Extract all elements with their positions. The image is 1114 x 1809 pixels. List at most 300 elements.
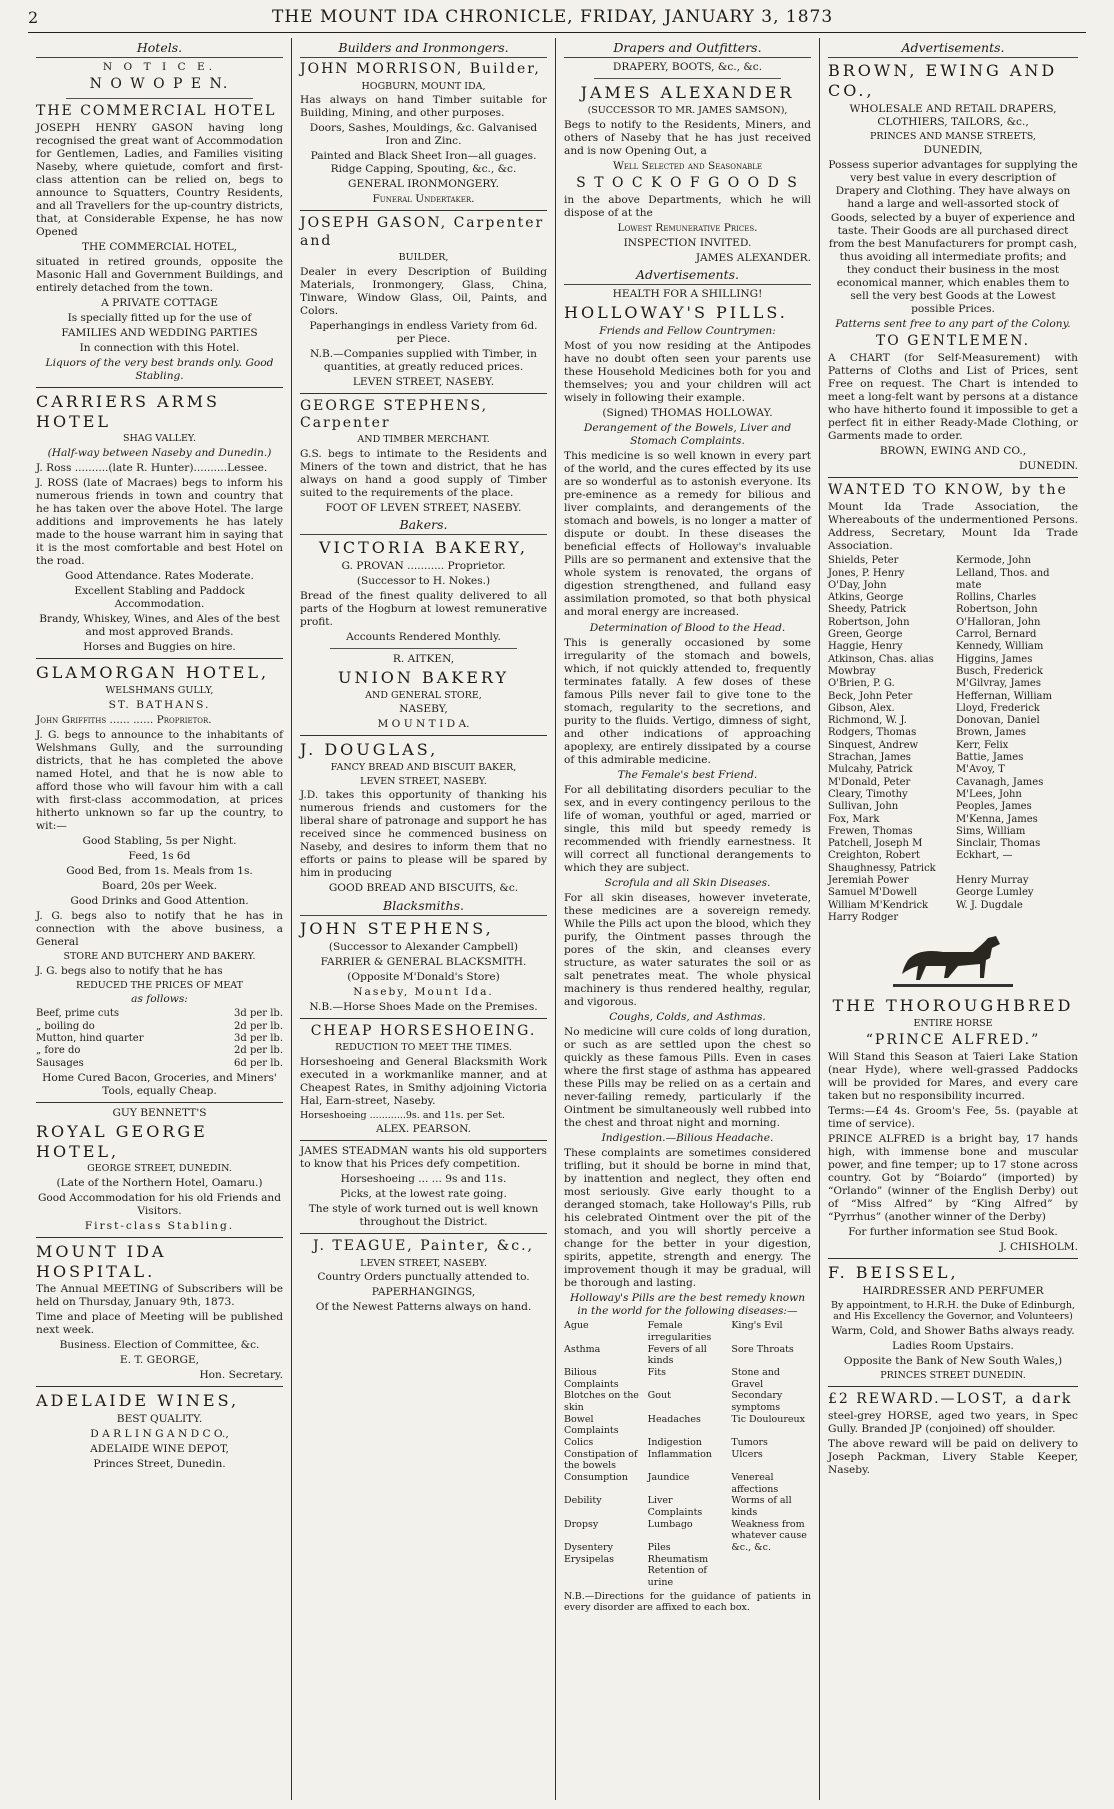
leven-street: LEVEN STREET, NASEBY. bbox=[352, 375, 495, 388]
wanted-person: Peoples, James bbox=[956, 801, 1032, 813]
victoria-successor: (Successor to H. Nokes.) bbox=[356, 574, 491, 587]
doors-sashes: Doors, Sashes, Mouldings, &c. Galvanised Iron and Zinc. bbox=[309, 122, 538, 148]
wanted-person: Strachan, James bbox=[828, 752, 911, 764]
disease-item: Stone and Gravel bbox=[731, 1367, 780, 1390]
douglas-good-bread: GOOD BREAD AND BISCUITS, &c. bbox=[328, 882, 519, 895]
disease-item: King's Evil bbox=[731, 1320, 783, 1332]
indigestion-heading: Indigestion.—Bilious Headache. bbox=[601, 1132, 774, 1145]
wanted-person: Carrol, Bernard bbox=[956, 629, 1037, 641]
wanted-person: Robertson, John bbox=[828, 616, 910, 628]
stand-body: Will Stand this Season at Taieri Lake Station (near Hyde), where well-grassed Paddocks will be provided for Mares, and every care taken but no responsibility incurred. bbox=[828, 1050, 1078, 1102]
scrofula-heading: Scrofula and all Skin Diseases. bbox=[604, 876, 771, 889]
wanted-names-left bbox=[828, 555, 950, 924]
wanted-person: Lloyd, Frederick bbox=[956, 702, 1040, 714]
gason-builder: BUILDER, bbox=[398, 251, 449, 263]
brown-ewing-location: PRINCES AND MANSE STREETS, bbox=[870, 130, 1036, 142]
terms: Terms:—£4 4s. Groom's Fee, 5s. (payable at time of service). bbox=[828, 1104, 1078, 1130]
section-heading: Advertisements. bbox=[828, 40, 1078, 58]
friends-body: Most of you now residing at the Antipodes have no doubt often seen your parents use these Household Medicines both for you and themselves; you and your children will act wisely in following their example. bbox=[564, 340, 811, 405]
wanted-person: Samuel M'Dowell bbox=[828, 887, 917, 899]
glamorgan-board: Board, 20s per Week. bbox=[101, 879, 218, 892]
wanted-person: Rollins, Charles bbox=[956, 592, 1037, 604]
divider bbox=[300, 393, 547, 394]
horses-hire: Horses and Buggies on hire. bbox=[83, 641, 236, 654]
butchery: STORE AND BUTCHERY AND BAKERY. bbox=[63, 951, 256, 962]
glamorgan-location-2: ST. BATHANS. bbox=[108, 698, 211, 711]
wanted-person: Cavanagh, James bbox=[956, 776, 1044, 788]
horse-icon bbox=[888, 930, 1018, 990]
accounts-monthly: Accounts Rendered Monthly. bbox=[346, 630, 501, 643]
union-sub: AND GENERAL STORE, bbox=[365, 689, 482, 701]
brown-ewing-title: BROWN, EWING AND CO., bbox=[828, 61, 1058, 101]
inspection-invited: INSPECTION INVITED. bbox=[623, 237, 752, 250]
divider bbox=[594, 78, 781, 79]
wanted-names bbox=[828, 555, 1078, 924]
to-gentlemen: TO GENTLEMEN. bbox=[875, 332, 1031, 349]
opposite-store: (Opposite M'Donald's Store) bbox=[347, 970, 500, 983]
douglas-body: J.D. takes this opportunity of thanking his numerous friends and customers for the liberal share of patronage and support he has received since he commenced business on Naseby, and desires to inform them that no efforts or pains to please will be spared by him in producing bbox=[300, 789, 547, 880]
liquors-note: Liquors of the very best brands only. Good Stabling. bbox=[45, 357, 274, 383]
wanted-person: William M'Kendrick bbox=[828, 899, 929, 911]
disease-item: Headaches bbox=[647, 1413, 701, 1425]
disease-list bbox=[564, 1320, 811, 1588]
glamorgan-feed: Feed, 1s 6d bbox=[128, 849, 191, 862]
price-item: Mutton, hind quarter bbox=[36, 1032, 144, 1044]
disease-item: Jaundice bbox=[647, 1472, 690, 1484]
james-alexander-title: JAMES ALEXANDER bbox=[580, 83, 795, 103]
thoroughbred-title: THE THOROUGHBRED bbox=[832, 996, 1074, 1016]
hospital-title: MOUNT IDA HOSPITAL. bbox=[36, 1241, 167, 1281]
page-columns bbox=[28, 38, 1086, 1800]
commercial-hotel-body-2: situated in retired grounds, opposite the Masonic Hall and Government Buildings, and entirely detached from the town. bbox=[36, 255, 283, 295]
john-stephens-title: JOHN STEPHENS, bbox=[300, 918, 494, 938]
divider bbox=[300, 735, 547, 736]
price-row bbox=[36, 1021, 283, 1033]
wanted-person: Cleary, Timothy bbox=[828, 788, 908, 800]
derangement-heading: Derangement of the Bowels, Liver and Stomach Complaints. bbox=[583, 422, 792, 448]
george-stephens-title: GEORGE STEPHENS, Carpenter bbox=[300, 397, 489, 431]
glamorgan-bed: Good Bed, from 1s. Meals from 1s. bbox=[66, 864, 253, 877]
disease-item: Fits bbox=[647, 1367, 666, 1378]
stud-book-note: For further information see Stud Book. bbox=[848, 1225, 1058, 1238]
royal-george-title: ROYAL GEORGE HOTEL, bbox=[36, 1121, 208, 1161]
prince-alfred: “PRINCE ALFRED.” bbox=[865, 1031, 1041, 1048]
price-item: „ fore do bbox=[36, 1045, 81, 1057]
female-body: For all debilitating disorders peculiar to the sex, and in every contingency perilous to the life of woman, youthful or aged, married or single, this mild but speedy remedy is recommended with friendly earnestness. It will correct all functional derangements to which they are subject. bbox=[564, 783, 811, 874]
wanted-person: Shields, Peter bbox=[828, 555, 899, 567]
carriers-body: J. ROSS (late of Macraes) begs to inform his numerous friends in town and country that he has taken over the above Hotel. The large additions and improvements he has lately made to the house warrant him in saying that it is the most comfortable and best Hotel on the road. bbox=[36, 477, 283, 568]
companies-note: N.B.—Companies supplied with Timber, in quantities, at greatly reduced prices. bbox=[310, 347, 537, 373]
wanted-person: M'Avoy, T bbox=[956, 764, 1005, 776]
wanted-person: Busch, Frederick bbox=[956, 665, 1043, 677]
wanted-person: O'Brien, P. G. bbox=[828, 678, 895, 690]
first-class-stabling: First-class Stabling. bbox=[84, 1219, 235, 1232]
wanted-person: Donovan, Daniel bbox=[956, 715, 1040, 727]
brown-ewing-signature: BROWN, EWING AND CO., bbox=[879, 444, 1027, 457]
wanted-person: Frewen, Thomas bbox=[828, 825, 913, 837]
union-location-2: M O U N T I D A. bbox=[377, 718, 470, 731]
disease-item: Indigestion bbox=[647, 1437, 702, 1449]
section-heading: Advertisements. bbox=[564, 267, 811, 285]
disease-item: Inflammation bbox=[647, 1448, 712, 1460]
wanted-person: Sheedy, Patrick bbox=[828, 604, 907, 616]
teague-body: Country Orders punctually attended to. bbox=[317, 1271, 530, 1284]
princes-street: PRINCES STREET DUNEDIN. bbox=[880, 1370, 1026, 1382]
wanted-person: O'Halloran, John bbox=[956, 616, 1041, 628]
glamorgan-stabling: Good Stabling, 5s per Night. bbox=[82, 834, 237, 847]
disease-item: Ulcers bbox=[731, 1448, 763, 1460]
glamorgan-body: J. G. begs to announce to the inhabitants of Welshmans Gully, and the surrounding districts, that he has completed the above named Hotel, and that he is now able to afford those who will favour him with a call with first-class accommodation, at prices hitherto unknown so far up the country, to wit:— bbox=[36, 728, 283, 832]
price-value: 2d per lb. bbox=[234, 1045, 283, 1057]
reduction: REDUCTION TO MEET THE TIMES. bbox=[335, 1041, 512, 1053]
disease-item: Asthma bbox=[564, 1343, 601, 1355]
wanted-person: Robertson, John bbox=[956, 604, 1038, 616]
adelaide-title: ADELAIDE WINES, bbox=[36, 1391, 240, 1411]
disease-item: Venereal affections bbox=[731, 1472, 779, 1495]
price-row bbox=[36, 1045, 283, 1057]
holloway-title: HOLLOWAY'S PILLS. bbox=[564, 303, 788, 323]
adelaide-depot: ADELAIDE WINE DEPOT, bbox=[90, 1443, 229, 1456]
disease-item: Blotches on the skin bbox=[564, 1390, 639, 1414]
coughs-heading: Coughs, Colds, and Asthmas. bbox=[609, 1010, 766, 1023]
reduced-prices: REDUCED THE PRICES OF MEAT bbox=[76, 979, 243, 991]
commercial-hotel-name: THE COMMERCIAL HOTEL, bbox=[81, 240, 238, 253]
brandy-note: Brandy, Whiskey, Wines, and Ales of the best and most approved Brands. bbox=[39, 613, 280, 639]
ladies-room: Ladies Room Upstairs. bbox=[892, 1340, 1014, 1353]
health-shilling: HEALTH FOR A SHILLING! bbox=[612, 288, 763, 301]
glamorgan-title: GLAMORGAN HOTEL, bbox=[36, 663, 270, 683]
divider bbox=[828, 1386, 1078, 1387]
union-bakery-title: UNION BAKERY bbox=[337, 667, 510, 687]
farrier: FARRIER & GENERAL BLACKSMITH. bbox=[320, 955, 527, 968]
newspaper-title: THE MOUNT IDA CHRONICLE, FRIDAY, JANUARY 3, 1873 bbox=[272, 7, 834, 27]
opposite-bank: Opposite the Bank of New South Wales,) bbox=[843, 1355, 1063, 1368]
private-cottage: A PRIVATE COTTAGE bbox=[101, 297, 218, 310]
price-row bbox=[36, 1033, 283, 1045]
wanted-person: Atkinson, Chas. alias Mowbray bbox=[828, 653, 934, 677]
alex-pearson: ALEX. PEARSON. bbox=[375, 1123, 472, 1136]
wanted-names-right bbox=[956, 555, 1078, 924]
cottage-body: Is specially fitted up for the use of bbox=[67, 312, 252, 325]
royal-george-location: GEORGE STREET, DUNEDIN. bbox=[87, 1163, 232, 1175]
home-cured: Home Cured Bacon, Groceries, and Miners' Tools, equally Cheap. bbox=[42, 1071, 277, 1097]
section-heading: Hotels. bbox=[36, 40, 283, 58]
divider bbox=[36, 1386, 283, 1387]
glamorgan-drinks: Good Drinks and Good Attention. bbox=[70, 894, 249, 907]
disease-item: Gout bbox=[647, 1390, 671, 1402]
meat-price-list bbox=[36, 1008, 283, 1069]
gason-title: JOSEPH GASON, Carpenter and bbox=[300, 215, 545, 249]
wanted-person: Richmond, W. J. bbox=[828, 715, 907, 727]
cheap-body: Horseshoeing and General Blacksmith Work executed in a workmanlike manner, and at Cheapest Rates, in Smithy adjoining Victoria Hal, Earn-street, Naseby. bbox=[300, 1055, 547, 1107]
price-row bbox=[36, 1008, 283, 1020]
wanted-person bbox=[956, 863, 1078, 875]
disease-item: Consumption bbox=[564, 1472, 628, 1484]
commercial-hotel-body: JOSEPH HENRY GASON having long recognised the great want of Accommodation for Gentlemen, Ladies, and Families visiting Naseby, where quietude, comfort and first-class attention can be relied on, begs to announce to Squatters, Country Residents, and all Travellers for the up-country districts, that, at Considerable Expense, he has now Opened bbox=[36, 121, 283, 238]
carriers-halfway: (Half-way between Naseby and Dunedin.) bbox=[47, 447, 272, 460]
wanted-person: O'Day, John bbox=[828, 579, 887, 591]
directions-note: N.B.—Directions for the guidance of patients in every disorder are affixed to each box. bbox=[564, 1590, 811, 1614]
drapery-boots: DRAPERY, BOOTS, &c., &c. bbox=[612, 61, 763, 74]
disease-item: Sore Throats bbox=[731, 1343, 794, 1355]
cheap-horseshoeing-title: CHEAP HORSESHOEING. bbox=[310, 1022, 537, 1039]
disease-item: Tic Douloureux bbox=[731, 1413, 806, 1425]
disease-item: Bowel Complaints bbox=[564, 1413, 619, 1437]
section-heading: Bakers. bbox=[300, 517, 547, 535]
connection-note: In connection with this Hotel. bbox=[79, 342, 240, 355]
morrison-title: JOHN MORRISON, Builder, bbox=[300, 61, 541, 78]
wanted-person: M'Donald, Peter bbox=[828, 776, 911, 788]
disease-item: Secondary symptoms bbox=[731, 1390, 783, 1414]
disease-item: Tumors bbox=[731, 1437, 768, 1449]
victoria-body: Bread of the finest quality delivered to all parts of the Hogburn at lowest remunerative profit. bbox=[300, 589, 547, 628]
column-hotels bbox=[28, 38, 292, 1800]
departments: in the above Departments, which he will dispose of at the bbox=[564, 194, 811, 220]
horse-illustration bbox=[828, 930, 1078, 990]
price-row bbox=[36, 1058, 283, 1070]
price-item: Sausages bbox=[36, 1057, 84, 1069]
disease-item: &c., &c. bbox=[731, 1542, 771, 1554]
wanted-person: M'Lees, John bbox=[956, 788, 1022, 800]
blood-body: This is generally occasioned by some irregularity of the stomach and bowels, which, if not quickly attended to, frequently terminates fatally. A few doses of these famous Pills never fail to give tone to the stomach, regularity to the secretions, and purity to the fluids. Vertigo, dimness of sight, and other indications of approaching apoplexy, are entirely dissipated by a course of this admirable medicine. bbox=[564, 636, 811, 766]
carriers-location: SHAG VALLEY. bbox=[123, 433, 196, 445]
page-number: 2 bbox=[28, 7, 40, 27]
reward-title: £2 REWARD.—LOST, a dark bbox=[828, 1390, 1073, 1407]
douglas-title: J. DOUGLAS, bbox=[300, 740, 439, 760]
alexander-successor: (SUCCESSOR TO MR. JAMES SAMSON), bbox=[587, 105, 788, 117]
wanted-person: Beck, John Peter bbox=[828, 690, 913, 702]
wanted-person: Sims, William bbox=[956, 825, 1026, 837]
column-drapers bbox=[556, 38, 820, 1800]
as-follows: as follows: bbox=[131, 993, 188, 1006]
derangement-body: This medicine is so well known in every part of the world, and the cures effected by its use are so wonderful as to astonish everyone. Its pre-eminence as a remedy for bilious and liver complaints, and derangements of the stomach and bowels, is no longer a matter of dispute or doubt. In these diseases the beneficial effects of Holloway's invaluable Pills are so permanent and extensive that the whole system is renovated, the organs of digestion strengthened, and fulland easy assimilation promoted, so that both physical and moral energy are increased. bbox=[564, 450, 811, 619]
guy-bennett: GUY BENNETT'S bbox=[112, 1106, 207, 1119]
price-value: 3d per lb. bbox=[234, 1032, 283, 1044]
divider bbox=[36, 658, 283, 659]
wanted-person: Jones, P. Henry bbox=[828, 567, 905, 579]
column-builders bbox=[292, 38, 556, 1800]
butchery-note: J. G. begs also to notify that he has in connection with the above business, a General bbox=[36, 909, 283, 948]
wanted-person: M'Gilvray, James bbox=[956, 678, 1041, 690]
disease-item: Debility bbox=[564, 1495, 602, 1507]
hairdresser: HAIRDRESSER AND PERFUMER bbox=[862, 1284, 1044, 1297]
teague-location: LEVEN STREET, NASEBY. bbox=[360, 1257, 487, 1269]
disease-item: Erysipelas bbox=[564, 1553, 615, 1565]
section-heading: Blacksmiths. bbox=[300, 898, 547, 916]
wanted-person: Heffernan, William bbox=[956, 690, 1052, 702]
best-known: Holloway's Pills are the best remedy known in the world for the following diseases:— bbox=[569, 1292, 806, 1318]
good-attendance: Good Attendance. Rates Moderate. bbox=[65, 570, 254, 583]
wanted-person: Green, George bbox=[828, 629, 903, 641]
well-selected: Well Selected and Seasonable bbox=[612, 159, 763, 172]
entire-horse: ENTIRE HORSE bbox=[913, 1017, 993, 1029]
hospital-body: The Annual MEETING of Subscribers will be held on Thursday, January 9th, 1873. bbox=[36, 1283, 283, 1309]
stock-of-goods: S T O C K O F G O O D S bbox=[576, 174, 799, 191]
blood-heading: Determination of Blood to the Head. bbox=[589, 621, 786, 634]
disease-item: Fevers of all kinds bbox=[647, 1343, 707, 1367]
lowest-prices: Lowest Remunerative Prices. bbox=[617, 222, 758, 235]
divider bbox=[300, 1140, 547, 1141]
price-value: 2d per lb. bbox=[234, 1020, 283, 1032]
wanted-person: Lelland, Thos. and mate bbox=[956, 567, 1050, 591]
brown-ewing-signature-city: DUNEDIN. bbox=[1018, 459, 1078, 472]
teague-newest: Of the Newest Patterns always on hand. bbox=[315, 1301, 532, 1314]
wanted-person: Kennedy, William bbox=[956, 641, 1044, 653]
horse-shoes-note: N.B.—Horse Shoes Made on the Premises. bbox=[309, 1000, 538, 1013]
brown-ewing-sub: WHOLESALE AND RETAIL DRAPERS, CLOTHIERS, TAILORS, &c., bbox=[849, 102, 1057, 128]
masthead-rule bbox=[28, 32, 1086, 33]
wanted-person: George Lumley bbox=[956, 887, 1034, 899]
hospital-secretary: Hon. Secretary. bbox=[199, 1369, 283, 1382]
glamorgan-location: WELSHMANS GULLY, bbox=[105, 685, 214, 697]
divider bbox=[828, 1258, 1078, 1259]
wanted-person: Fox, Mark bbox=[828, 813, 880, 825]
disease-item: Lumbago bbox=[647, 1518, 693, 1530]
wanted-person: Harry Rodger bbox=[828, 911, 899, 923]
female-heading: The Female's best Friend. bbox=[617, 768, 758, 781]
commercial-hotel-title: THE COMMERCIAL HOTEL bbox=[36, 102, 277, 119]
coughs-body: No medicine will cure colds of long duration, or such as are settled upon the chest so quickly as these famous Pills. Even in cases where the first stage of asthma has appeared these Pills may be relied on as a certain and never-failing remedy, particularly if the Ointment be simultaneously well rubbed into the chest and throat night and morning. bbox=[564, 1025, 811, 1130]
prince-body: PRINCE ALFRED is a bright bay, 17 hands high, with immense bone and muscular power, and fine temper; up to 17 stone across country. Got by “Boiardo” (imported) by “Orlando” (winner of the English Derby) out of “Miss Alfred” by “King Alfred” by “Pyrrhus” (another winner of the Derby) bbox=[828, 1132, 1078, 1223]
chart-body: A CHART (for Self-Measurement) with Patterns of Cloths and List of Prices, sent Free on request. The Chart is intended to meet a long-felt want by persons at a distance who have hitherto found it impossible to get a perfect fit in either Ready-Made Clothing, or Garments made to order. bbox=[828, 351, 1078, 442]
divider bbox=[300, 1233, 547, 1234]
disease-item: Bilious Complaints bbox=[564, 1367, 619, 1390]
victoria-proprietor: G. PROVAN ........... Proprietor. bbox=[341, 559, 506, 572]
divider bbox=[36, 1102, 283, 1103]
douglas-location: LEVEN STREET, NASEBY. bbox=[360, 775, 487, 787]
indigestion-body: These complaints are sometimes considered trifling, but it should be borne in mind that, by inattention and neglect, they often end most seriously. Give early thought to a deranged stomach, take Holloway's Pills, rub his celebrated Ointment over the pit of the stomach, and you will shortly perceive a change for the better in your digestion, spirits, appetite, strength and energy. The improvement though it may be gradual, will be thorough and lasting. bbox=[564, 1147, 811, 1290]
disease-item: Colics bbox=[564, 1437, 594, 1449]
wanted-person: Higgins, James bbox=[956, 653, 1033, 665]
divider bbox=[330, 648, 517, 649]
disease-item bbox=[731, 1565, 811, 1588]
appointment: By appointment, to H.R.H. the Duke of Edinburgh, and His Excellency the Governor, and Volunteers) bbox=[831, 1299, 1075, 1323]
divider bbox=[36, 1237, 283, 1238]
disease-item: Weakness from whatever cause bbox=[731, 1518, 807, 1542]
wanted-person: Patchell, Joseph M bbox=[828, 838, 923, 850]
reward-note: The above reward will be paid on delivery to Joseph Packman, Livery Stable Keeper, Naseby. bbox=[828, 1437, 1078, 1477]
disease-item bbox=[731, 1554, 811, 1566]
steadman-price: Horseshoeing ... ... 9s and 11s. bbox=[340, 1173, 507, 1186]
disease-item bbox=[564, 1565, 644, 1588]
baths: Warm, Cold, and Shower Baths always ready. bbox=[831, 1325, 1075, 1338]
disease-item: Constipation of the bowels bbox=[564, 1448, 638, 1472]
wanted-person: Brown, James bbox=[956, 727, 1027, 739]
wanted-person: M'Kenna, James bbox=[956, 813, 1038, 825]
union-location: NASEBY, bbox=[399, 703, 448, 716]
royal-george-late: (Late of the Northern Hotel, Oamaru.) bbox=[56, 1176, 263, 1189]
carriers-lessee: J. Ross ..........(late R. Hunter)..........Lessee. bbox=[36, 462, 268, 475]
divider bbox=[300, 1018, 547, 1019]
disease-item: Dysentery bbox=[564, 1542, 613, 1554]
wanted-person: Haggie, Henry bbox=[828, 641, 903, 653]
disease-item: Dropsy bbox=[564, 1518, 599, 1530]
funeral-undertaker: Funeral Undertaker. bbox=[372, 193, 475, 206]
brown-ewing-city: DUNEDIN, bbox=[923, 144, 983, 157]
column-advertisements bbox=[820, 38, 1086, 1800]
wanted-person: Sinquest, Andrew bbox=[828, 739, 919, 751]
divider bbox=[828, 477, 1078, 478]
wanted-person: Eckhart, — bbox=[956, 850, 1013, 862]
wanted-person: Gibson, Alex. bbox=[828, 702, 895, 714]
wanted-person: Shaughnessy, Patrick bbox=[828, 862, 936, 874]
alexander-body: Begs to notify to the Residents, Miners, and others of Naseby that he has just received and is now Opening Out, a bbox=[564, 118, 811, 157]
section-heading: Drapers and Outfitters. bbox=[564, 40, 811, 58]
morrison-body: Has always on hand Timber suitable for Building, Mining, and other purposes. bbox=[300, 94, 547, 120]
reward-body: steel-grey HORSE, aged two years, in Spec Gully. Branded JP (conjoined) off shoulder. bbox=[828, 1409, 1078, 1435]
horseshoeing-price: Horseshoeing ............9s. and 11s. per Set. bbox=[300, 1109, 505, 1121]
price-item: „ boiling do bbox=[36, 1020, 95, 1032]
wanted-person: Creighton, Robert bbox=[828, 850, 920, 862]
reduced-note: J. G. begs also to notify that he has bbox=[36, 964, 223, 977]
price-item: Beef, prime cuts bbox=[36, 1008, 120, 1020]
alexander-signature: JAMES ALEXANDER. bbox=[695, 252, 811, 265]
hospital-time: Time and place of Meeting will be published next week. bbox=[36, 1311, 283, 1337]
morrison-location: HOGBURN, MOUNT IDA, bbox=[361, 80, 486, 92]
price-value: 3d per lb. bbox=[234, 1008, 283, 1020]
steadman-picks: Picks, at the lowest rate going. bbox=[340, 1188, 507, 1201]
naseby-mount-ida: Naseby, Mount Ida. bbox=[353, 985, 494, 998]
douglas-sub: FANCY BREAD AND BISCUIT BAKER, bbox=[330, 762, 517, 774]
royal-george-body: Good Accommodation for his old Friends and Visitors. bbox=[37, 1191, 282, 1217]
disease-item: Ague bbox=[564, 1320, 589, 1332]
wanted-body: Mount Ida Trade Association, the Whereabouts of the undermentioned Persons. Address, Secretary, Mount Ida Trade Association. bbox=[828, 501, 1078, 553]
teague-title: J. TEAGUE, Painter, &c., bbox=[313, 1238, 534, 1255]
wanted-person: Rodgers, Thomas bbox=[828, 727, 917, 739]
carriers-arms-title: CARRIERS ARMS HOTEL bbox=[36, 392, 220, 431]
victoria-bakery-title: VICTORIA BAKERY, bbox=[319, 538, 528, 558]
wanted-person: Sullivan, John bbox=[828, 801, 899, 813]
divider bbox=[300, 210, 547, 211]
steadman-style: The style of work turned out is well known throughout the District. bbox=[308, 1203, 539, 1229]
chisholm: J. CHISHOLM. bbox=[999, 1240, 1078, 1253]
hospital-business: Business. Election of Committee, &c. bbox=[59, 1339, 260, 1352]
wanted-title: WANTED TO KNOW, by the bbox=[828, 482, 1068, 498]
general-ironmongery: GENERAL IRONMONGERY. bbox=[348, 178, 499, 191]
disease-item: Female irregularities bbox=[647, 1320, 712, 1343]
wanted-person: Henry Murray bbox=[956, 875, 1029, 886]
disease-item: Liver Complaints bbox=[647, 1495, 703, 1519]
painted-iron: Painted and Black Sheet Iron—all guages. Ridge Capping, Spouting, &c., &c. bbox=[310, 150, 537, 176]
adelaide-best: BEST QUALITY. bbox=[116, 1413, 203, 1426]
friends-heading: Friends and Fellow Countrymen: bbox=[599, 325, 776, 338]
wanted-person: Kermode, John bbox=[956, 555, 1031, 567]
beissel-title: F. BEISSEL, bbox=[828, 1262, 959, 1282]
wanted-person: Atkins, George bbox=[828, 592, 904, 604]
section-heading: Builders and Ironmongers. bbox=[300, 40, 547, 58]
steadman-title: JAMES STEADMAN wants his old supporters to know that his Prices defy competition. bbox=[300, 1145, 547, 1171]
wanted-person: Sinclair, Thomas bbox=[956, 838, 1041, 850]
disease-item: Worms of all kinds bbox=[731, 1495, 792, 1519]
teague-paperhangings: PAPERHANGINGS, bbox=[371, 1286, 476, 1299]
paperhangings: Paperhangings in endless Variety from 6d. per Piece. bbox=[309, 319, 538, 345]
george-stephens-body: G.S. begs to intimate to the Residents and Miners of the town and district, that he has always on hand a good supply of Timber suited to the requirements of the place. bbox=[300, 447, 547, 499]
notice: N O T I C E. bbox=[102, 61, 217, 74]
george-stephens-location: FOOT OF LEVEN STREET, NASEBY. bbox=[325, 501, 522, 514]
darling-co: D A R L I N G A N D C O., bbox=[90, 1428, 229, 1441]
disease-item: Retention of urine bbox=[647, 1565, 707, 1589]
now-open: N O W O P E N. bbox=[89, 76, 230, 93]
divider bbox=[36, 387, 283, 388]
patterns-note: Patterns sent free to any part of the Colony. bbox=[835, 317, 1071, 330]
adelaide-address: Princes Street, Dunedin. bbox=[93, 1458, 226, 1471]
wanted-person: W. J. Dugdale bbox=[956, 899, 1023, 911]
disease-item: Rheumatism bbox=[647, 1553, 709, 1565]
wanted-person: Battie, James bbox=[956, 752, 1024, 764]
hospital-signature: E. T. GEORGE, bbox=[119, 1354, 200, 1367]
excellent-stabling: Excellent Stabling and Paddock Accommodation. bbox=[74, 585, 245, 611]
wanted-person: Jeremiah Power bbox=[828, 875, 909, 886]
